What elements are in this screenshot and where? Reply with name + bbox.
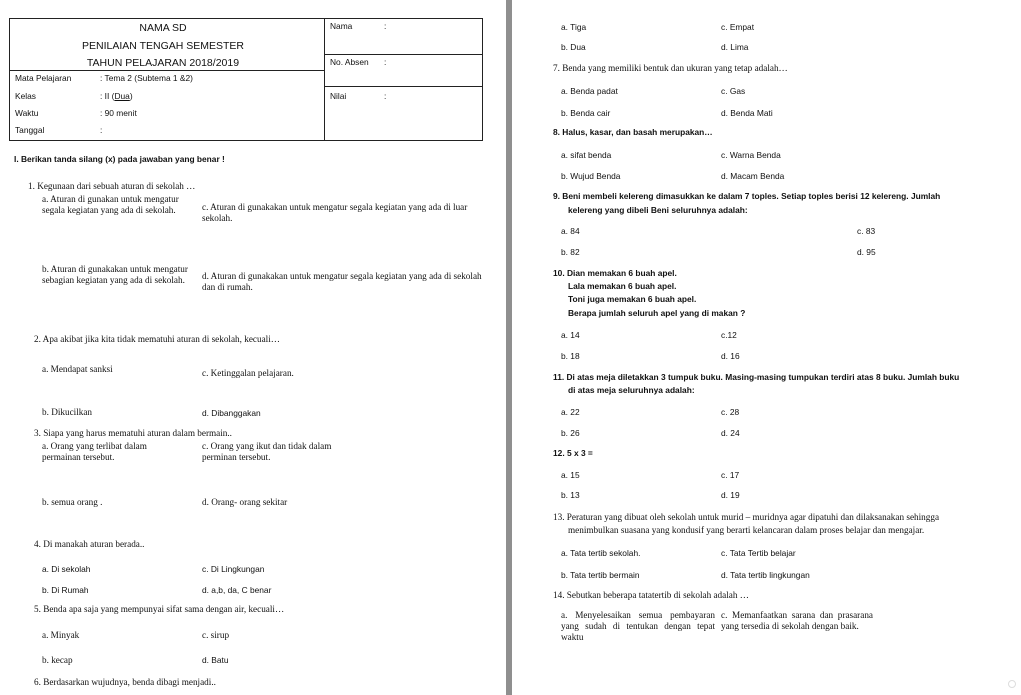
field-nama-label: Nama bbox=[330, 21, 353, 31]
q3-option-a[interactable]: a. Orang yang terlibat dalam permainan tersebut. bbox=[42, 441, 147, 462]
field-tanggal-value: : bbox=[100, 125, 103, 135]
document-page-right bbox=[512, 0, 1021, 695]
q13-option-b[interactable]: b. Tata tertib bermain bbox=[561, 570, 640, 580]
kelas-underlined: Dua bbox=[114, 91, 130, 101]
q11-option-b[interactable]: b. 26 bbox=[561, 428, 580, 438]
q5-option-a[interactable]: a. Minyak bbox=[42, 630, 80, 640]
q1-option-c[interactable]: c. Aturan di gunakakan untuk mengatur segala kegiatan yang ada di luar sekolah. bbox=[202, 202, 468, 223]
q1-option-b[interactable]: b. Aturan di gunakakan untuk mengatur sebagian kegiatan yang ada di sekolah. bbox=[42, 264, 188, 285]
question-6: 6. Berdasarkan wujudnya, benda dibagi menjadi.. bbox=[34, 677, 216, 687]
q7-option-c[interactable]: c. Gas bbox=[721, 86, 746, 96]
question-2: 2. Apa akibat jika kita tidak mematuhi aturan di sekolah, kecuali… bbox=[34, 334, 280, 344]
q12-option-a[interactable]: a. 15 bbox=[561, 470, 580, 480]
q8-option-a[interactable]: a. sifat benda bbox=[561, 150, 612, 160]
question-14: 14. Sebutkan beberapa tatatertib di sekolah adalah … bbox=[553, 590, 749, 600]
q11-option-a[interactable]: a. 22 bbox=[561, 407, 580, 417]
q7-option-b[interactable]: b. Benda cair bbox=[561, 108, 611, 118]
question-4: 4. Di manakah aturan berada.. bbox=[34, 539, 145, 549]
header-field-separator bbox=[324, 54, 483, 55]
exam-title: PENILAIAN TENGAH SEMESTER bbox=[81, 40, 244, 52]
q14-option-c[interactable]: c. Memanfaatkan sarana dan prasarana yang tersedia di sekolah dengan baik. bbox=[721, 610, 873, 631]
header-divider bbox=[324, 18, 325, 141]
question-1: 1. Kegunaan dari sebuah aturan di sekolah … bbox=[28, 181, 196, 191]
question-9-line-1: 9. Beni membeli kelereng dimasukkan ke dalam 7 toples. Setiap toples berisi 12 kelereng. Jumlah bbox=[553, 191, 941, 201]
field-nilai-colon: : bbox=[384, 91, 387, 101]
question-8: 8. Halus, kasar, dan basah merupakan… bbox=[553, 127, 713, 137]
q14-option-a[interactable]: a. Menyelesaikan semua pembayaran yang sudah di tentukan dengan tepat waktu bbox=[561, 610, 715, 642]
instruction: I. Berikan tanda silang (x) pada jawaban yang benar ! bbox=[14, 154, 225, 164]
q9-option-a[interactable]: a. 84 bbox=[561, 226, 580, 236]
q10-option-d[interactable]: d. 16 bbox=[721, 351, 740, 361]
question-13-line-1: 13. Peraturan yang dibuat oleh sekolah untuk murid – muridnya agar dipatuhi dan dilaksanakan sehingga bbox=[553, 512, 940, 522]
q1-option-d[interactable]: d. Aturan di gunakakan untuk mengatur segala kegiatan yang ada di sekolah dan di rumah. bbox=[202, 271, 482, 292]
q4-option-c[interactable]: c. Di Lingkungan bbox=[202, 564, 265, 574]
field-mapel-value: : Tema 2 (Subtema 1 &2) bbox=[100, 73, 193, 83]
q8-option-c[interactable]: c. Warna Benda bbox=[721, 150, 781, 160]
field-absen-colon: : bbox=[384, 57, 387, 67]
q12-option-b[interactable]: b. 13 bbox=[561, 490, 580, 500]
q9-option-b[interactable]: b. 82 bbox=[561, 247, 580, 257]
q1-option-a[interactable]: a. Aturan di gunakan untuk mengatur segala kegiatan yang ada di sekolah. bbox=[42, 194, 179, 215]
question-5: 5. Benda apa saja yang mempunyai sifat sama dengan air, kecuali… bbox=[34, 604, 285, 614]
question-10-line-2: Lala memakan 6 buah apel. bbox=[568, 281, 677, 291]
q11-option-d[interactable]: d. 24 bbox=[721, 428, 740, 438]
document-page-left bbox=[0, 0, 506, 695]
school-name: NAMA SD bbox=[139, 22, 187, 34]
header-border-right bbox=[482, 18, 483, 141]
q10-option-a[interactable]: a. 14 bbox=[561, 330, 580, 340]
q2-option-d[interactable]: d. Dibanggakan bbox=[202, 408, 261, 418]
q4-option-d[interactable]: d. a,b, da, C benar bbox=[202, 585, 272, 595]
field-tanggal-label: Tanggal bbox=[15, 125, 45, 135]
header-border-bottom bbox=[9, 140, 483, 141]
header-field-separator bbox=[324, 86, 483, 87]
field-kelas-label: Kelas bbox=[15, 91, 36, 101]
field-waktu-value: : 90 menit bbox=[100, 108, 137, 118]
q11-option-c[interactable]: c. 28 bbox=[721, 407, 740, 417]
q3-option-d[interactable]: d. Orang- orang sekitar bbox=[202, 497, 288, 507]
field-nama-colon: : bbox=[384, 21, 387, 31]
q5-option-c[interactable]: c. sirup bbox=[202, 630, 230, 640]
q4-option-b[interactable]: b. Di Rumah bbox=[42, 585, 89, 595]
q6-option-c[interactable]: c. Empat bbox=[721, 22, 755, 32]
field-mapel-label: Mata Pelajaran bbox=[15, 73, 72, 83]
q13-option-d[interactable]: d. Tata tertib lingkungan bbox=[721, 570, 810, 580]
school-year: TAHUN PELAJARAN 2018/2019 bbox=[86, 57, 240, 69]
question-11-line-1: 11. Di atas meja diletakkan 3 tumpuk buku. Masing-masing tumpukan terdiri atas 8 buku. Jumlah buku bbox=[553, 372, 960, 382]
q9-option-d[interactable]: d. 95 bbox=[857, 247, 876, 257]
question-9-line-2: kelereng yang dibeli Beni seluruhnya adalah: bbox=[568, 205, 748, 215]
question-10-line-1: 10. Dian memakan 6 buah apel. bbox=[553, 268, 677, 278]
page-corner-mark bbox=[1008, 680, 1016, 688]
q9-option-c[interactable]: c. 83 bbox=[857, 226, 876, 236]
kelas-suffix: ) bbox=[129, 91, 133, 101]
question-7: 7. Benda yang memiliki bentuk dan ukuran yang tetap adalah… bbox=[553, 63, 788, 73]
field-nilai-label: Nilai bbox=[330, 91, 347, 101]
q6-option-b[interactable]: b. Dua bbox=[561, 42, 586, 52]
q6-option-d[interactable]: d. Lima bbox=[721, 42, 749, 52]
q13-option-c[interactable]: c. Tata Tertib belajar bbox=[721, 548, 796, 558]
question-3: 3. Siapa yang harus mematuhi aturan dalam bermain.. bbox=[34, 428, 232, 438]
field-waktu-label: Waktu bbox=[15, 108, 39, 118]
question-10-line-4: Berapa jumlah seluruh apel yang di makan ? bbox=[568, 308, 746, 318]
q2-option-c[interactable]: c. Ketinggalan pelajaran. bbox=[202, 368, 294, 378]
header-border-top bbox=[9, 18, 483, 19]
q3-option-c[interactable]: c. Orang yang ikut dan tidak dalam perminan tersebut. bbox=[202, 441, 332, 462]
q2-option-a[interactable]: a. Mendapat sanksi bbox=[42, 364, 113, 374]
q2-option-b[interactable]: b. Dikucilkan bbox=[42, 407, 93, 417]
q12-option-d[interactable]: d. 19 bbox=[721, 490, 740, 500]
q3-option-b[interactable]: b. semua orang . bbox=[42, 497, 103, 507]
header-border-left bbox=[9, 18, 10, 141]
question-10-line-3: Toni juga memakan 6 buah apel. bbox=[568, 294, 697, 304]
field-kelas-value bbox=[100, 91, 133, 102]
field-absen-label: No. Absen bbox=[330, 57, 369, 67]
q6-option-a[interactable]: a. Tiga bbox=[561, 22, 587, 32]
q7-option-a[interactable]: a. Benda padat bbox=[561, 86, 618, 96]
q8-option-d[interactable]: d. Macam Benda bbox=[721, 171, 785, 181]
q4-option-a[interactable]: a. Di sekolah bbox=[42, 564, 91, 574]
q10-option-c[interactable]: c.12 bbox=[721, 330, 737, 340]
q5-option-b[interactable]: b. kecap bbox=[42, 655, 73, 665]
q13-option-a[interactable]: a. Tata tertib sekolah. bbox=[561, 548, 641, 558]
q10-option-b[interactable]: b. 18 bbox=[561, 351, 580, 361]
q12-option-c[interactable]: c. 17 bbox=[721, 470, 740, 480]
kelas-prefix: : II ( bbox=[100, 91, 115, 101]
question-13-line-2: menimbulkan suasana yang kondusif yang berarti kelancaran dalam proses belajar dan mengajar. bbox=[568, 525, 925, 535]
question-12: 12. 5 x 3 = bbox=[553, 448, 593, 458]
q7-option-d[interactable]: d. Benda Mati bbox=[721, 108, 773, 118]
header-title-separator bbox=[9, 70, 325, 71]
q8-option-b[interactable]: b. Wujud Benda bbox=[561, 171, 621, 181]
question-11-line-2: di atas meja seluruhnya adalah: bbox=[568, 385, 695, 395]
q5-option-d[interactable]: d. Batu bbox=[202, 655, 229, 665]
